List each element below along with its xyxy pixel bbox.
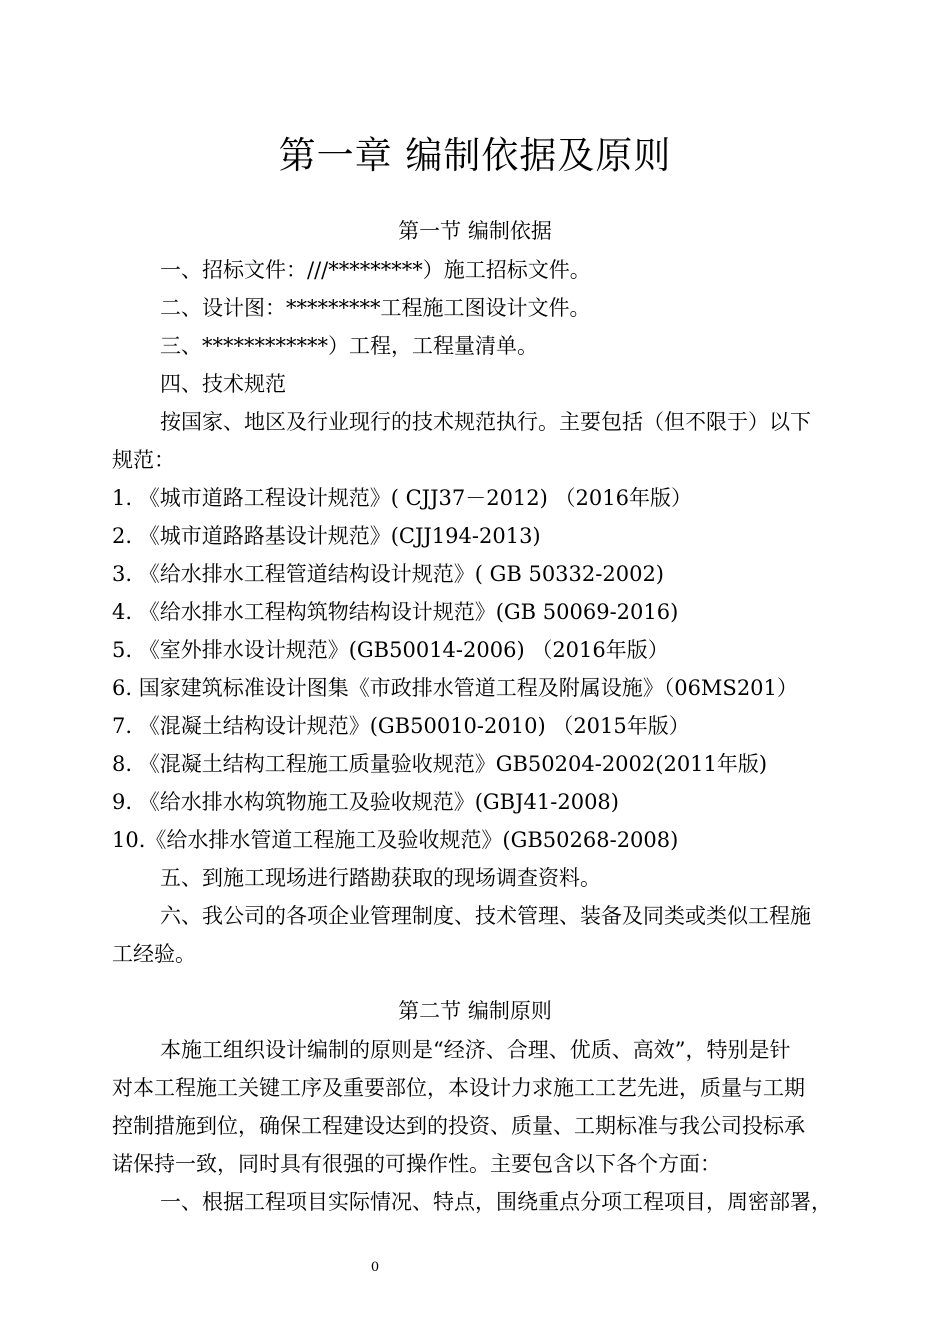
basis-item-6-line1: 六、我公司的各项企业管理制度、技术管理、装备及同类或类似工程施 [160, 904, 811, 928]
standard-item: 8. 《混凝土结构工程施工质量验收规范》GB50204-2002(2011年版) [112, 752, 768, 776]
standard-item: 4. 《给水排水工程构筑物结构设计规范》(GB 50069-2016) [112, 600, 679, 624]
standard-item: 3. 《给水排水工程管道结构设计规范》( GB 50332-2002) [112, 562, 664, 586]
standard-item: 6. 国家建筑标准设计图集《市政排水管道工程及附属设施》（06MS201） [112, 676, 798, 700]
basis-item-2: 二、设计图：*********工程施工图设计文件。 [160, 296, 591, 320]
basis-item-1: 一、招标文件：///*********）施工招标文件。 [160, 258, 591, 282]
standard-item: 9. 《给水排水构筑物施工及验收规范》(GBJ41-2008) [112, 790, 619, 814]
standard-item: 10.《给水排水管道工程施工及验收规范》(GB50268-2008) [112, 828, 679, 852]
standard-item: 5. 《室外排水设计规范》(GB50014-2006) （2016年版） [112, 638, 669, 662]
principles-paragraph-line: 对本工程施工关键工序及重要部位，本设计力求施工工艺先进，质量与工期 [112, 1076, 805, 1100]
section-title-principles: 第二节 编制原则 [398, 999, 552, 1023]
principles-paragraph-line: 本施工组织设计编制的原则是“经济、合理、优质、高效”，特别是针 [160, 1038, 791, 1062]
standard-item: 7. 《混凝土结构设计规范》(GB50010-2010) （2015年版） [112, 714, 690, 738]
basis-item-3: 三、************）工程，工程量清单。 [160, 334, 538, 358]
principles-paragraph-line: 控制措施到位，确保工程建设达到的投资、质量、工期标准与我公司投标承 [112, 1114, 805, 1138]
basis-item-6-line2: 工经验。 [112, 942, 196, 966]
standards-intro-line1: 按国家、地区及行业现行的技术规范执行。主要包括（但不限于）以下 [160, 410, 811, 434]
basis-item-5: 五、到施工现场进行踏勘获取的现场调查资料。 [160, 866, 601, 890]
standard-item: 1. 《城市道路工程设计规范》( CJJ37－2012) （2016年版） [112, 486, 692, 510]
page-number: 0 [370, 1260, 380, 1275]
principles-item-1: 一、根据工程项目实际情况、特点，围绕重点分项工程项目，周密部署， [160, 1190, 832, 1214]
section-title-basis: 第一节 编制依据 [398, 219, 552, 243]
basis-item-4: 四、技术规范 [160, 372, 286, 396]
standard-item: 2. 《城市道路路基设计规范》(CJJ194-2013) [112, 524, 541, 548]
chapter-title: 第一章 编制依据及原则 [278, 134, 672, 177]
standards-intro-line2: 规范： [112, 448, 175, 472]
principles-paragraph-line: 诺保持一致，同时具有很强的可操作性。主要包含以下各个方面： [112, 1152, 721, 1176]
